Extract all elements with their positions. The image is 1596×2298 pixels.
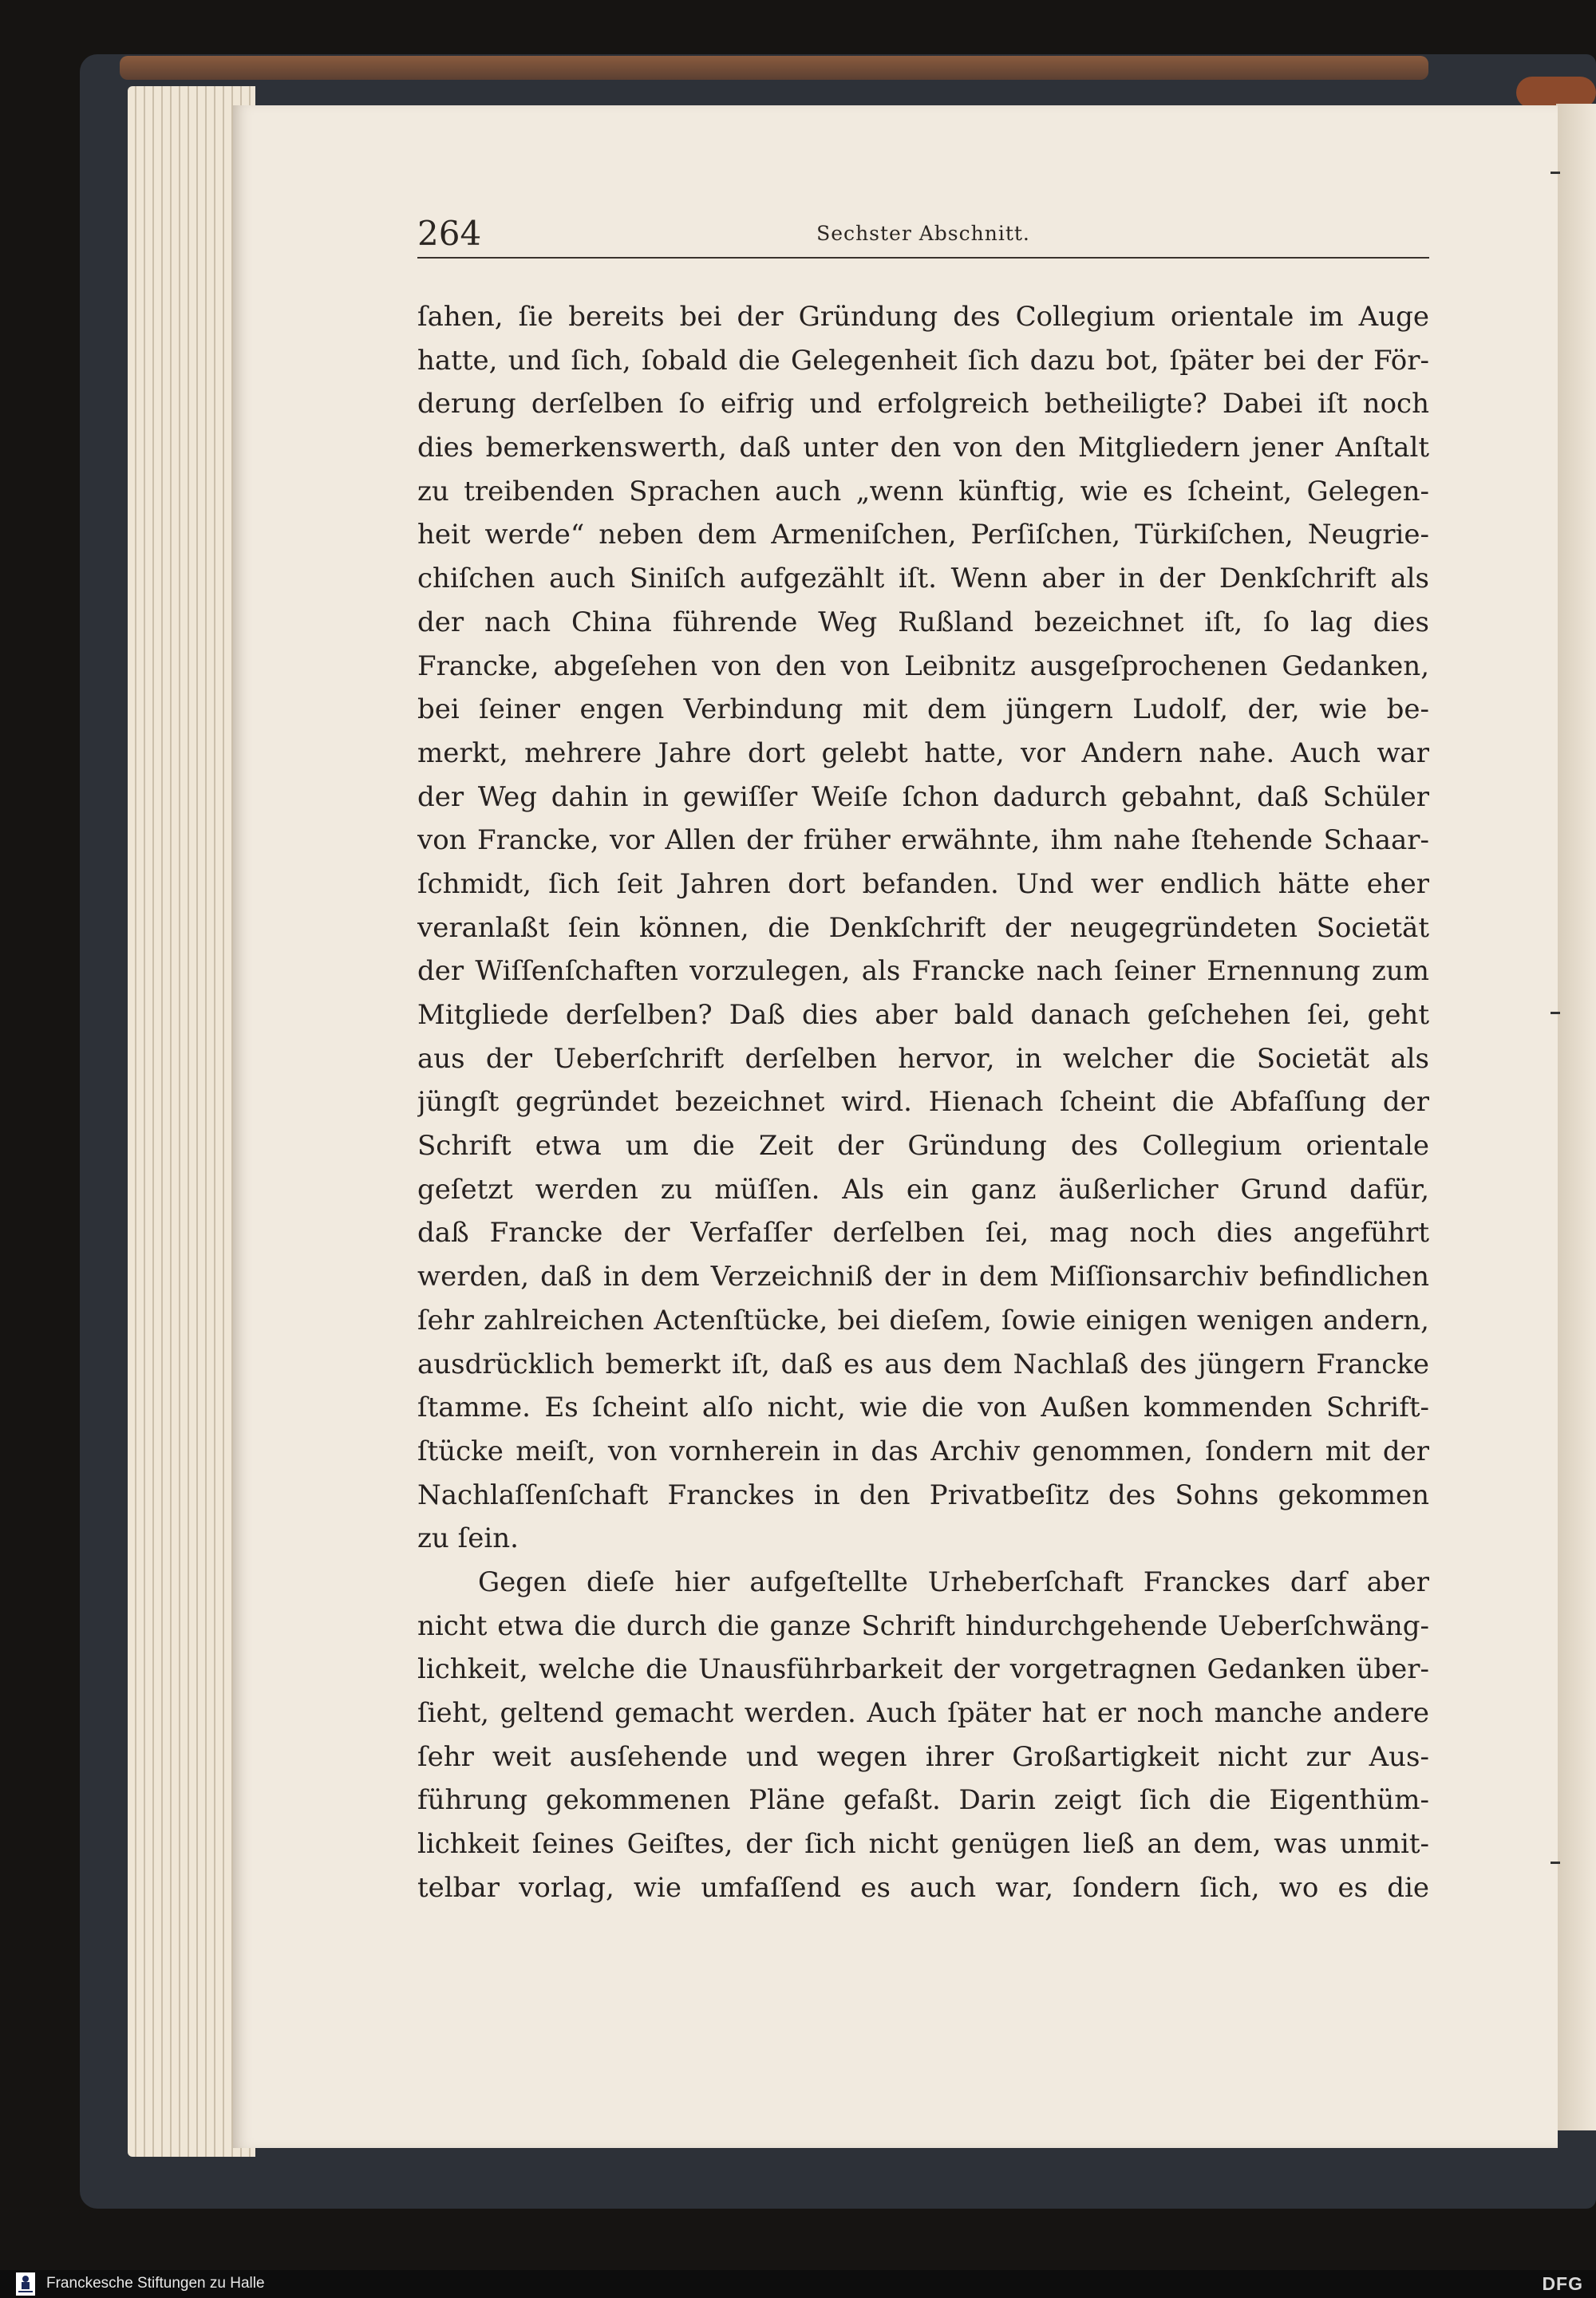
text-line: ſehr weit ausſehende und wegen ihrer Großartigkeit nicht zur Aus- [417, 1740, 1429, 1773]
running-title: Sechster Abschnitt. [816, 222, 1030, 245]
text-line: dies bemerkenswerth, daß unter den von den Mitgliedern jener Anſtalt [417, 432, 1429, 464]
viewer-footer [0, 2270, 1596, 2298]
text-line: derung derſelben ſo eifrig und erfolgreich betheiligte? Dabei iſt noch [417, 388, 1429, 421]
text-line: hatte, und ſich, ſobald die Gelegenheit ſich dazu bot, ſpäter bei der För- [417, 344, 1429, 377]
institution-name[interactable]: Franckesche Stiftungen zu Halle [46, 2275, 265, 2292]
text-line: nicht etwa die durch die ganze Schrift hindurchgehende Ueberſchwäng- [417, 1609, 1429, 1642]
paragraph-end-line: zu ſein. [417, 1522, 519, 1555]
paragraph-start-line: Gegen dieſe hier aufgeſtellte Urheberſchaft Franckes darf aber [478, 1566, 1429, 1598]
header-rule [417, 257, 1429, 259]
text-line: zu treibenden Sprachen auch „wenn künftig, wie es ſcheint, Gelegen- [417, 475, 1429, 507]
text-line: werden, daß in dem Verzeichniß der in dem Miſſionsarchiv befindlichen [417, 1261, 1429, 1293]
text-line: Francke, abgeſehen von den von Leibnitz ausgeſprochenen Gedanken, [417, 650, 1429, 682]
text-line: Nachlaſſenſchaft Franckes in den Privatbeſitz des Sohns gekommen [417, 1479, 1429, 1511]
text-line: ſehr zahlreichen Actenſtücke, bei dieſem, ſowie einigen wenigen andern, [417, 1304, 1429, 1337]
text-line: aus der Ueberſchrift derſelben hervor, in welcher die Societät als [417, 1042, 1429, 1075]
page-number: 264 [417, 214, 482, 253]
text-line: der Weg dahin in gewiſſer Weiſe ſchon dadurch gebahnt, daß Schüler [417, 780, 1429, 813]
text-line: führung gekommenen Pläne gefaßt. Darin zeigt ſich die Eigenthüm- [417, 1784, 1429, 1817]
text-line: merkt, mehrere Jahre dort gelebt hatte, vor Andern nahe. Auch war [417, 736, 1429, 769]
text-line: der Wiſſenſchaften vorzulegen, als Francke nach ſeiner Ernennung zum [417, 955, 1429, 988]
text-line: lichkeit, welche die Unausführbarkeit der vorgetragnen Gedanken über- [417, 1653, 1429, 1686]
text-line: veranlaßt ſein können, die Denkſchrift der neugegründeten Societät [417, 911, 1429, 944]
text-line: ausdrücklich bemerkt iſt, daß es aus dem Nachlaß des jüngern Francke [417, 1348, 1429, 1380]
text-line: ſchmidt, ſich ſeit Jahren dort befanden. Und wer endlich hätte eher [417, 867, 1429, 900]
text-line: Mitgliede derſelben? Daß dies aber bald danach geſchehen ſei, geht [417, 999, 1429, 1031]
cover-worn-edge [120, 56, 1428, 80]
text-line: der nach China führende Weg Rußland bezeichnet iſt, ſo lag dies [417, 606, 1429, 638]
text-line: geſetzt werden zu müſſen. Als ein ganz äußerlicher Grund dafür, [417, 1173, 1429, 1206]
facing-page-edge [1556, 104, 1596, 2130]
text-line: von Francke, vor Allen der früher erwähnte, ihm nahe ſtehende Schaar- [417, 824, 1429, 857]
text-line: bei ſeiner engen Verbindung mit dem jüngern Ludolf, der, wie be- [417, 693, 1429, 726]
body-text [417, 295, 1429, 1909]
text-line: Schrift etwa um die Zeit der Gründung des Collegium orientale [417, 1130, 1429, 1163]
text-line: daß Francke der Verfaſſer derſelben ſei, mag noch dies angeführt [417, 1217, 1429, 1250]
franckesche-stiftungen-logo-icon [16, 2272, 35, 2296]
text-line: jüngſt gegründet bezeichnet wird. Hienach ſcheint die Abfaſſung der [417, 1086, 1429, 1119]
text-line: ſtamme. Es ſcheint alſo nicht, wie die von Außen kommenden Schrift- [417, 1392, 1429, 1424]
text-line: ſieht, geltend gemacht werden. Auch ſpäter hat er noch manche andere [417, 1697, 1429, 1729]
text-line: telbar vorlag, wie umfaſſend es auch war, ſondern ſich, wo es die [417, 1871, 1429, 1904]
running-header [417, 214, 1429, 262]
text-line: lichkeit ſeines Geiſtes, der ſich nicht genügen ließ an dem, was unmit- [417, 1828, 1429, 1861]
text-line: heit werde“ neben dem Armeniſchen, Perſiſchen, Türkiſchen, Neugrie- [417, 519, 1429, 551]
text-line: ſtücke meiſt, von vornherein in das Archiv genommen, ſondern mit der [417, 1435, 1429, 1467]
dfg-logo[interactable]: DFG [1542, 2273, 1583, 2294]
text-line: ſahen, ſie bereits bei der Gründung des Collegium orientale im Auge [417, 301, 1429, 333]
text-line: chiſchen auch Siniſch aufgezählt iſt. Wenn aber in der Denkſchrift als [417, 563, 1429, 595]
